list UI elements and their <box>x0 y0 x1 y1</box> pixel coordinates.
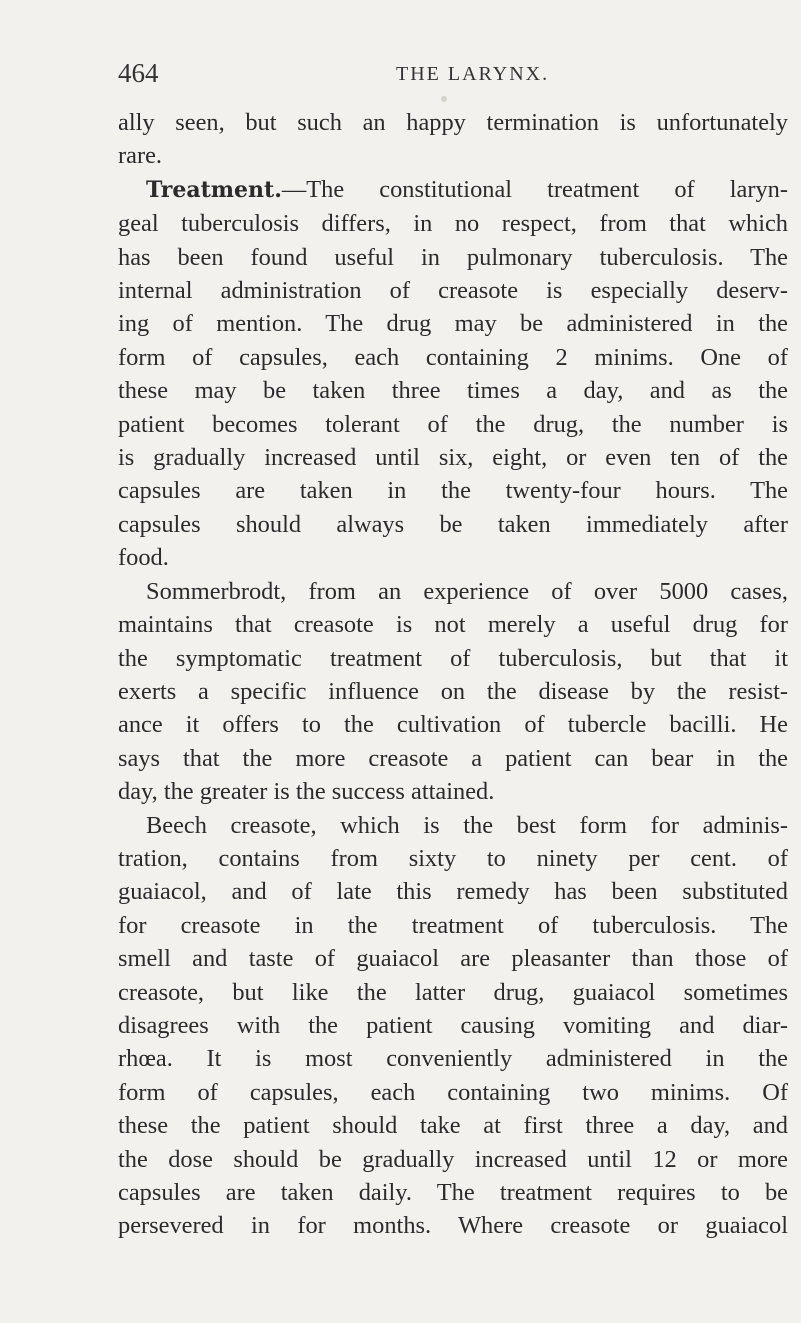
ink-speck <box>441 96 447 102</box>
text-line <box>118 1143 788 1176</box>
text-line <box>118 608 788 641</box>
line-text: patient becomes tolerant of the drug, the number is <box>118 410 788 438</box>
text-line <box>118 173 788 207</box>
text-line <box>118 474 788 507</box>
text-line <box>118 1109 788 1142</box>
text-line <box>118 374 788 407</box>
text-line <box>118 708 788 741</box>
line-text: maintains that creasote is not merely a useful drug for <box>118 611 788 639</box>
text-line <box>118 775 788 808</box>
line-text: creasote, but like the latter drug, guaiacol sometimes <box>118 978 788 1006</box>
line-text: capsules are taken daily. The treatment requires to be <box>118 1179 788 1206</box>
line-text: geal tuberculosis differs, in no respect, from that which <box>118 210 788 238</box>
line-text: is gradually increased until six, eight, or even ten of the <box>118 444 788 472</box>
line-text: —The constitutional treatment of laryn- <box>281 175 788 203</box>
text-line <box>118 307 788 340</box>
text-line <box>118 441 788 474</box>
text-line <box>118 1209 788 1242</box>
page-number: 464 <box>118 58 159 88</box>
line-text: smell and taste of guaiacol are pleasanter than those of <box>118 945 788 973</box>
text-line <box>118 408 788 441</box>
line-text: Beech creasote, which is the best form for adminis- <box>146 811 788 839</box>
text-line <box>118 541 788 574</box>
line-text: says that the more creasote a patient can bear in the <box>118 744 788 772</box>
line-text: disagrees with the patient causing vomiting and diar- <box>118 1011 788 1039</box>
text-line <box>118 675 788 708</box>
section-heading: Treatment. <box>146 176 282 203</box>
line-text: has been found useful in pulmonary tuberculosis. The <box>118 243 788 271</box>
text-line <box>118 742 788 775</box>
text-line <box>118 842 788 875</box>
text-line <box>118 809 788 842</box>
line-text: ally seen, but such an happy termination is unfortunately <box>118 109 788 136</box>
line-text: the symptomatic treatment of tuberculosis, but that it <box>118 644 788 672</box>
page-header <box>118 58 788 92</box>
line-text: rare. <box>118 142 162 170</box>
line-text: capsules are taken in the twenty-four hours. The <box>118 477 788 505</box>
text-line <box>118 642 788 675</box>
text-line <box>118 508 788 541</box>
line-text: food. <box>118 544 169 572</box>
text-line <box>118 1076 788 1109</box>
text-line <box>118 575 788 608</box>
text-line <box>118 207 788 240</box>
text-line <box>118 341 788 374</box>
running-head: THE LARYNX. <box>396 63 550 85</box>
body-text <box>118 106 788 1243</box>
text-line <box>118 1176 788 1209</box>
line-text: ance it offers to the cultivation of tubercle bacilli. He <box>118 711 788 739</box>
line-text: the dose should be gradually increased until 12 or more <box>118 1145 788 1173</box>
line-text: internal administration of creasote is especially deserv- <box>118 277 788 305</box>
text-line <box>118 139 788 172</box>
line-text: persevered in for months. Where creasote or guaiacol <box>118 1212 788 1240</box>
line-text: ing of mention. The drug may be administered in the <box>118 310 788 338</box>
line-text: these the patient should take at first three a day, and <box>118 1112 788 1140</box>
text-line <box>118 942 788 975</box>
text-line <box>118 241 788 274</box>
line-text: these may be taken three times a day, and as the <box>118 377 788 405</box>
line-text: exerts a specific influence on the disease by the resist- <box>118 677 788 705</box>
text-line <box>118 1009 788 1042</box>
text-line <box>118 274 788 307</box>
text-line <box>118 106 788 139</box>
line-text: for creasote in the treatment of tuberculosis. The <box>118 911 788 939</box>
line-text: rhœa. It is most conveniently administered in the <box>118 1045 788 1073</box>
text-line <box>118 909 788 942</box>
line-text: form of capsules, each containing 2 minims. One of <box>118 343 788 371</box>
text-line <box>118 875 788 908</box>
line-text: guaiacol, and of late this remedy has been substituted <box>118 878 788 906</box>
line-text: capsules should always be taken immediately after <box>118 510 788 538</box>
line-text: tration, contains from sixty to ninety per cent. of <box>118 844 788 872</box>
line-text: Sommerbrodt, from an experience of over 5000 cases, <box>146 577 788 605</box>
text-line <box>118 976 788 1009</box>
line-text: day, the greater is the success attained. <box>118 778 495 806</box>
line-text: form of capsules, each containing two minims. Of <box>118 1078 788 1106</box>
text-line <box>118 1042 788 1075</box>
